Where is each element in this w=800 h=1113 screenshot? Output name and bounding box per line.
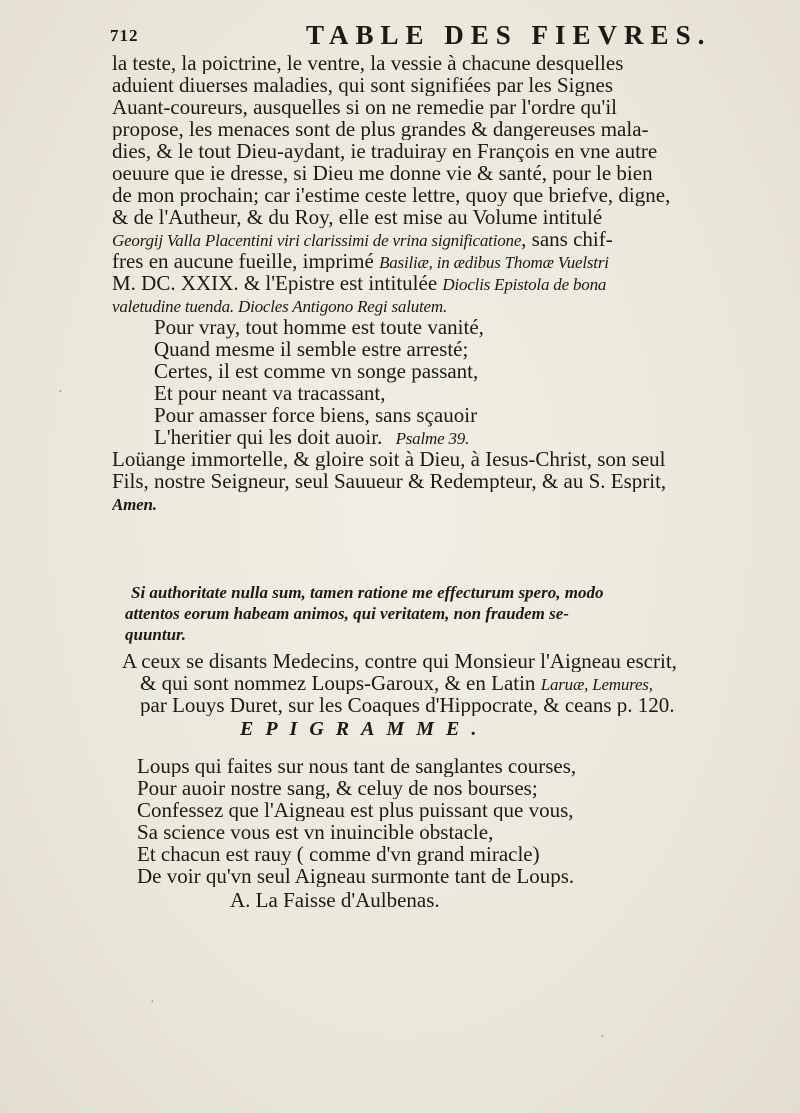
margin-speck: · [58,385,63,400]
margin-speck: · [150,995,155,1010]
margin-speck: · [600,1030,605,1045]
text-line [112,492,792,514]
text-line [112,272,792,294]
epigram-heading: EPIGRAMME. [240,718,489,740]
verse-line: Quand mesme il semble estre arresté; [154,337,469,361]
text-line-part: M. DC. XXIX. & l'Epistre est intitulée [112,272,443,294]
text-line-part: fres en aucune fueille, imprimé [112,250,380,272]
text-line: de mon prochain; car i'estime ceste lettre, quoy que briefve, digne, [112,184,671,206]
text-line-part: & qui sont nommez Loups-Garoux, & en Latin [140,672,541,694]
poem-line: Sa science vous est vn inuincible obstacle, [137,821,494,843]
address-paragraph [112,650,792,716]
text-line [112,294,792,316]
verse-line: Certes, il est comme vn songe passant, [154,359,479,383]
text-line: A ceux se disants Medecins, contre qui Monsieur l'Aigneau escrit, [122,650,677,672]
running-title: TABLE DES FIEVRES. [306,20,712,50]
verse-line: Pour vray, tout homme est toute vanité, [154,315,484,339]
latin-book-title: Georgij Valla Placentini viri clarissimi de vrina significatione [112,231,522,250]
quote-line: Si authoritate nulla sum, tamen ratione me effecturum spero, modo [131,583,604,602]
text-line: Auant-coureurs, ausquelles si on ne remedie par l'ordre qu'il [112,96,617,118]
text-line: Loüange immortelle, & gloire soit à Dieu, à Iesus-Christ, son seul [112,448,666,470]
latin-epistle-title-cont: valetudine tuenda. Diocles Antigono Regi salutem. [112,297,448,316]
latin-imprint: Basiliæ, in ædibus Thomæ Vuelstri [379,253,609,272]
page-header [110,20,790,50]
text-line: la teste, la poictrine, le ventre, la vessie à chacune desquelles [112,52,624,74]
epigram-signature: A. La Faisse d'Aulbenas. [230,888,440,912]
text-line [112,206,792,228]
psalm-reference: Psalme 39. [395,429,470,448]
main-text [112,52,792,514]
verse-line: Et pour neant va tracassant, [154,381,386,405]
epigram-poem [137,755,797,887]
text-line [112,228,792,250]
text-line-part: , sans chif- [521,228,613,250]
text-line: aduient diuerses maladies, qui sont signifiées par les Signes [112,74,613,96]
latin-terms: Laruæ, Lemures, [540,675,653,694]
amen-text: Amen. [112,495,157,514]
latin-quote [125,582,795,645]
verse-text: L'heritier qui les doit auoir. [154,425,383,449]
text-line [112,672,792,694]
poem-line: Confessez que l'Aigneau est plus puissant que vous, [137,799,574,821]
quote-line: attentos eorum habeam animos, qui veritatem, non fraudem se- [125,604,569,623]
verse-line [112,426,792,448]
poem-line: Et chacun est rauy ( comme d'vn grand miracle) [137,843,540,865]
poem-line: Pour auoir nostre sang, & celuy de nos bourses; [137,777,538,799]
text-line: propose, les menaces sont de plus grandes & dangereuses mala- [112,118,649,140]
poem-line: De voir qu'vn seul Aigneau surmonte tant de Loups. [137,865,575,887]
poem-line: Loups qui faites sur nous tant de sanglantes courses, [137,755,577,777]
page-number: 712 [110,26,139,45]
text-line: Fils, nostre Seigneur, seul Sauueur & Redempteur, & au S. Esprit, [112,470,667,492]
text-line: oeuure que ie dresse, si Dieu me donne vie & santé, pour le bien [112,162,653,184]
text-line [112,250,792,272]
quote-line: quuntur. [125,625,186,644]
text-line-part: & de l'Autheur, & du Roy, elle est mise au Volume intitulé [112,206,603,228]
latin-epistle-title: Dioclis Epistola de bona [442,275,607,294]
text-line: dies, & le tout Dieu-aydant, ie traduiray en François en vne autre [112,140,658,162]
verse-line: Pour amasser force biens, sans sçauoir [154,403,478,427]
text-line: par Louys Duret, sur les Coaques d'Hippocrate, & ceans p. 120. [140,694,675,716]
